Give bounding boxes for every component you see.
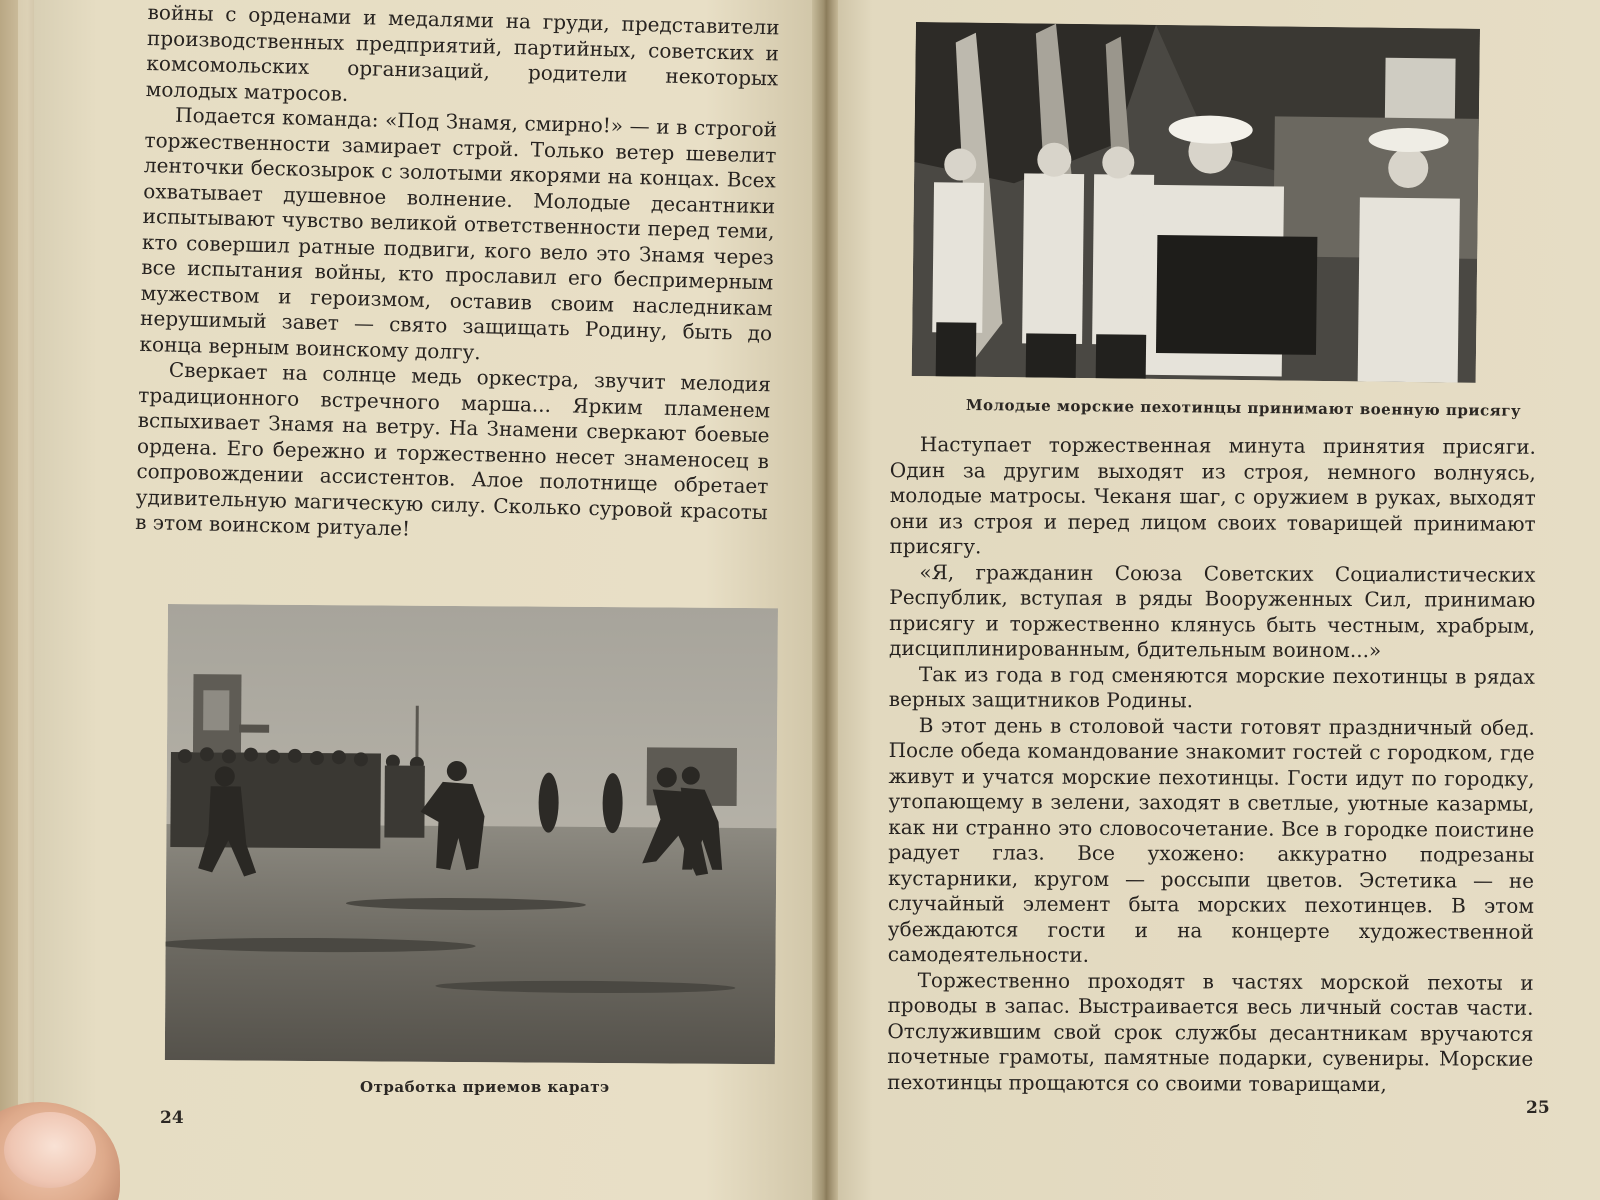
left-paragraph-3: Сверкает на солнце медь оркестра, звучит мелодия традиционного встречного марша... Ярким пламенем вспыхивает Знамя на ветру. На Знамени сверкают боевые ордена. Его бережно и торжественно несет знаменосец в сопровождении ассистентов. Алое полотнище обретает удивительную магическую силу. Сколько суровой красоты в этом воинском ритуале!	[134, 357, 772, 541]
right-paragraph-4: В этот день в столовой части готовят праздничный обед. После обеда командование знакомит гостей с городком, где живут и учатся морские пехотинцы. Гости идут по городку, утопающему в зелени, заходят в светлые, уютные казармы, как ни странно это словосочетание. Все в городке поистине радует глаз. Все ухожено: аккуратно подрезаны кустарники, кругом — россыпи цветов. Эстетика — не случайный элемент быта морских пехотинцев. В этом убеждаются гости и на концерте художественной самодеятельности.	[887, 712, 1535, 967]
left-paragraph-2: Подается команда: «Под Знамя, смирно!» — и в строгой торжественности замирает строй. Только ветер шевелит ленточки бескозырок с золотыми якорями на концах. Всех охватывает душевное волнение. Молодые десантники испытывают чувство великой ответственности перед теми, кто совершил ратные подвиги, кого вело это Знамя через все испытания войны, кто прославил его беспримерным мужеством и героизмом, оставив своим наследникам нерушимый завет — свято защищать Родину, быть до конца верным воинскому долгу.	[139, 102, 778, 364]
right-paragraph-1: Наступает торжественная минута принятия присяги. Один за другим выходят из строя, немного волнуясь, молодые матросы. Чеканя шаг, с оружием в руках, выходят они из строя и перед лицом своих товарищей принимают присягу.	[889, 432, 1536, 559]
thumb-nail	[4, 1112, 96, 1188]
right-paragraph-3: Так из года в год сменяются морские пехотинцы в рядах верных защитников Родины.	[888, 661, 1535, 713]
right-paragraph-2: «Я, гражданин Союза Советских Социалистических Республик, вступая в ряды Вооруженных Сил, принимаю присягу и торжественно клянусь быть честным, храбрым, дисциплинированным, бдительным воином...»	[889, 559, 1536, 663]
right-page-number: 25	[1526, 1098, 1550, 1118]
book-gutter	[812, 0, 838, 1200]
right-page-text	[887, 432, 1536, 1098]
karate-training-photo	[165, 604, 778, 1064]
karate-photo-caption: Отработка приемов каратэ	[360, 1078, 610, 1096]
oath-ceremony-photo	[912, 22, 1480, 383]
left-page-number: 24	[160, 1108, 184, 1128]
right-paragraph-5: Торжественно проходят в частях морской пехоты и проводы в запас. Выстраивается весь личный состав части. Отслужившим свой срок службы десантникам вручаются почетные грамоты, памятные подарки, сувениры. Морские пехотинцы прощаются со своими товарищами,	[887, 967, 1534, 1096]
left-page-text	[135, 0, 780, 551]
left-paragraph-1: войны с орденами и медалями на груди, представители производственных предприятий, партийных, советских и комсомольских организаций, родители некоторых молодых матросов.	[145, 0, 780, 106]
oath-photo-caption: Молодые морские пехотинцы принимают военную присягу	[965, 396, 1522, 420]
